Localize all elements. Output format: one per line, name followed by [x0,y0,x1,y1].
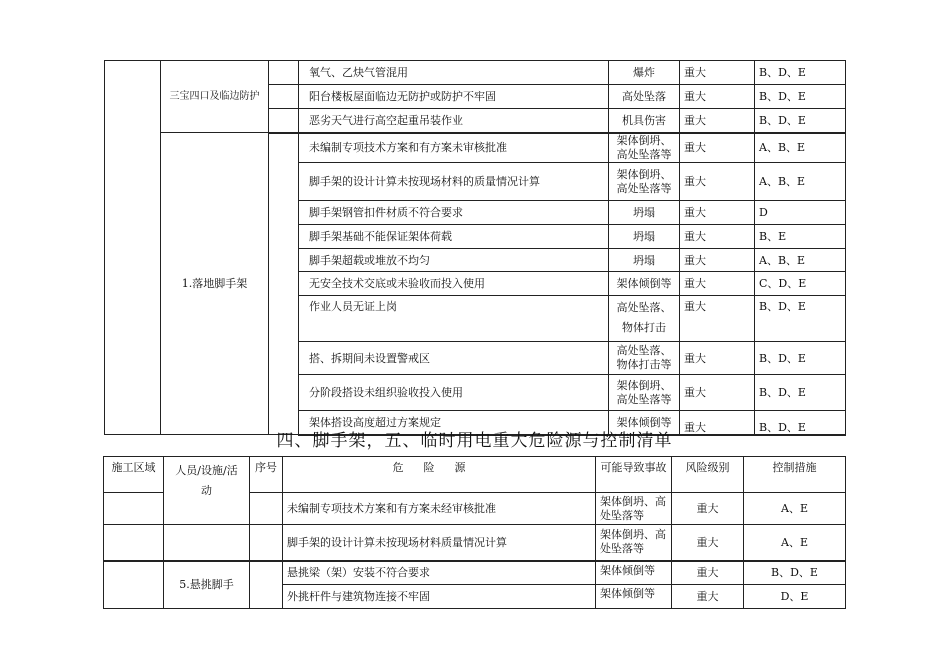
accident-line: 高处坠落等 [616,147,672,161]
seq-cell [250,493,283,525]
accident-cell [596,493,672,525]
group-label-cell [161,61,269,133]
header-line: 动 [201,484,212,497]
hazard-table-continued [104,60,846,436]
area-cell [104,493,164,525]
accident-line: 架体倒坍、 [616,378,672,392]
seq-cell [269,85,299,109]
level-cell: 重大 [672,585,744,609]
table-row [104,561,846,585]
header-area: 施工区域 [104,457,164,493]
level-cell: 重大 [680,201,755,225]
person-cell [164,525,250,561]
group-label: 三宝四口及临边防护 [169,91,260,102]
accident-cell: 爆炸 [609,61,680,85]
seq-cell [250,525,283,561]
measures-cell: D、E [744,585,846,609]
hazard-cell: 架体搭设高度超过方案规定 [299,411,609,435]
accident-line: 架体倒坍、 [616,133,672,147]
hazard-cell: 脚手架基础不能保证架体荷载 [299,225,609,249]
accident-cell: 坍塌 [609,201,680,225]
accident-cell: 机具伤害 [609,109,680,133]
measures-cell: B、D、E [755,296,846,342]
accident-cell: 坍塌 [609,249,680,272]
hazard-cell: 脚手架钢管扣件材质不符合要求 [299,201,609,225]
accident-line: 高处坠落等 [616,181,672,195]
accident-cell [609,296,680,342]
hazard-cell: 脚手架超载或堆放不均匀 [299,249,609,272]
header-row [104,457,846,493]
hazard-cell: 搭、拆期间未设置警戒区 [299,342,609,375]
measures-cell: A、E [744,525,846,561]
hazard-cell: 阳台楼板屋面临边无防护或防护不牢固 [299,85,609,109]
measures-cell: B、E [755,225,846,249]
hazard-cell: 氧气、乙炔气管混用 [299,61,609,85]
level-cell: 重大 [672,561,744,585]
measures-cell: A、B、E [755,163,846,201]
accident-line: 架体倒坍、 [616,167,672,181]
accident-line: 架体倒坍、高 [600,528,666,542]
level-cell: 重大 [680,272,755,296]
area-cell [104,525,164,561]
level-cell: 重大 [680,411,755,435]
accident-line: 架体倒坍、高 [600,494,666,508]
group-label: 1.落地脚手架 [181,277,248,290]
accident-cell [609,375,680,411]
section-heading: 四、脚手架，五、临时用电重大危险源与控制清单 [276,431,673,451]
header-hazard-text: 危险源 [392,461,486,474]
level-cell: 重大 [680,61,755,85]
accident-cell: 坍塌 [609,225,680,249]
accident-line: 物体打击等 [616,358,672,371]
measures-cell: B、D、E [755,342,846,375]
measures-cell: B、D、E [755,85,846,109]
hazard-cell: 作业人员无证上岗 [299,296,609,342]
seq-cell [269,109,299,133]
accident-line: 高处坠落等 [616,392,672,406]
level-cell: 重大 [680,163,755,201]
measures-cell: B、D、E [744,561,846,585]
group-label: 5.悬挑脚手 [179,578,234,592]
seq-cell [269,133,299,435]
accident-line: 处坠落等 [600,508,644,522]
hazard-cell: 外挑杆件与建筑物连接不牢固 [283,585,596,609]
header-seq: 序号 [250,457,283,493]
measures-cell: B、D、E [755,61,846,85]
header-accident: 可能导致事故 [596,457,672,493]
table-row [105,61,846,85]
accident-cell: 架体倾倒等 [596,561,672,585]
hazard-cell: 悬挑梁（架）安装不符合要求 [283,561,596,585]
header-line: 人员/设施/活 [175,464,238,477]
group-label-cell [161,133,269,435]
hazard-cell: 未编制专项技术方案和有方案未审核批准 [299,133,609,163]
hazard-control-table [103,456,846,609]
header-hazard [283,457,596,493]
accident-cell [609,133,680,163]
accident-cell [609,342,680,375]
accident-cell: 架体倾倒等 [596,585,672,609]
level-cell: 重大 [680,249,755,272]
accident-cell [596,525,672,561]
accident-line: 物体打击 [622,321,666,334]
accident-line: 处坠落等 [600,542,644,556]
measures-cell: D [755,201,846,225]
header-level: 风险级别 [672,457,744,493]
area-cell [105,61,161,435]
table-row [105,133,846,163]
header-person [164,457,250,525]
level-cell: 重大 [680,109,755,133]
measures-cell: C、D、E [755,272,846,296]
accident-line: 高处坠落、 [616,301,672,314]
level-cell: 重大 [680,375,755,411]
seq-cell [269,61,299,85]
level-cell: 重大 [672,493,744,525]
level-cell: 重大 [680,296,755,342]
hazard-cell: 脚手架的设计计算未按现场材料的质量情况计算 [299,163,609,201]
table-row [104,525,846,561]
group-label-cell [164,561,250,609]
level-cell: 重大 [680,85,755,109]
header-measures: 控制措施 [744,457,846,493]
level-cell: 重大 [672,525,744,561]
hazard-cell: 无安全技术交底或未验收而投入使用 [299,272,609,296]
hazard-cell: 分阶段搭设未组织验收投入使用 [299,375,609,411]
level-cell: 重大 [680,342,755,375]
accident-cell: 架体倾倒等 [609,411,680,435]
accident-cell: 架体倾倒等 [609,272,680,296]
accident-line: 高处坠落、 [616,344,672,357]
hazard-cell: 恶劣天气进行高空起重吊装作业 [299,109,609,133]
accident-cell: 高处坠落 [609,85,680,109]
hazard-cell: 未编制专项技术方案和有方案未经审核批准 [283,493,596,525]
measures-cell: B、D、E [755,375,846,411]
measures-cell: B、D、E [755,411,846,435]
measures-cell: B、D、E [755,109,846,133]
measures-cell: A、B、E [755,249,846,272]
seq-cell [250,561,283,609]
level-cell: 重大 [680,133,755,163]
measures-cell: A、B、E [755,133,846,163]
measures-cell: A、E [744,493,846,525]
area-cell [104,561,164,609]
hazard-cell: 脚手架的设计计算未按现场材料质量情况计算 [283,525,596,561]
level-cell: 重大 [680,225,755,249]
accident-cell [609,163,680,201]
